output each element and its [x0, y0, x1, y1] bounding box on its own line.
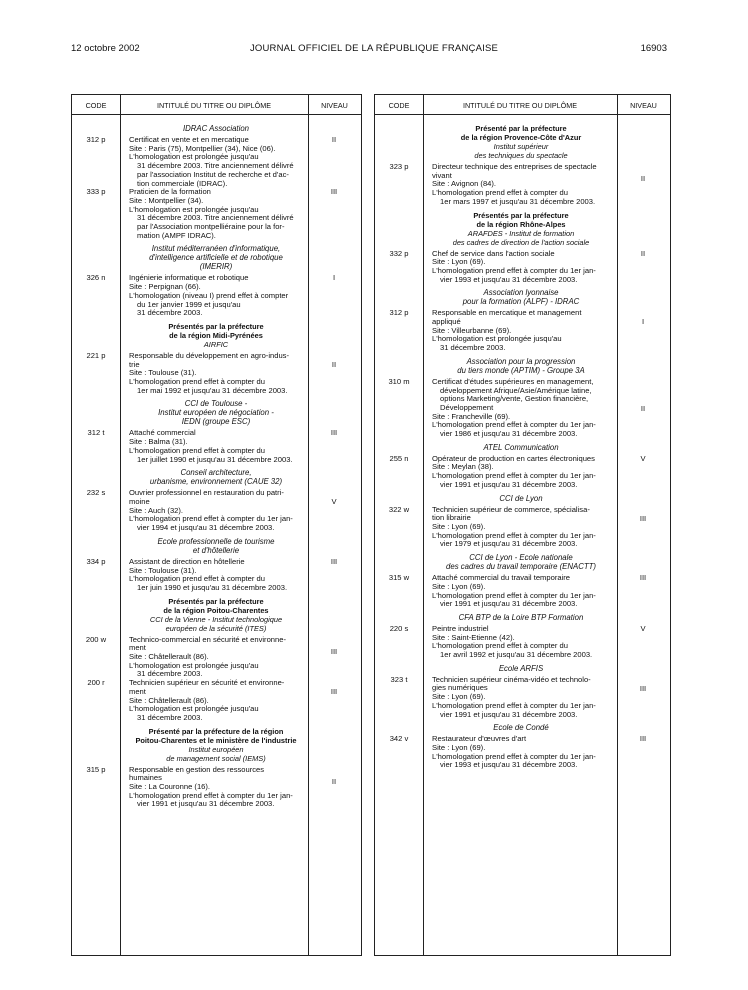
heading-line: de la région Rhône-Alpes [476, 219, 566, 229]
entry-title: Certificat en vente et en mercatique [129, 135, 249, 144]
section-heading: Ecole ARFIS [498, 663, 544, 673]
diploma-entry [72, 429, 361, 464]
entry-detail: Site : Lyon (69). [432, 521, 486, 531]
entry-code: 334 p [86, 556, 106, 566]
entry-title: Attaché commercial [129, 428, 196, 438]
heading-line: Présentés par la préfecture [168, 596, 264, 606]
heading-line: Conseil architecture, [180, 468, 252, 478]
entry-detail: Site : Lyon (69). [432, 257, 486, 267]
entry-level: III [639, 683, 647, 693]
entry-title: tion librairie [432, 513, 471, 523]
heading-line: des techniques du spectacle [474, 151, 568, 160]
entry-level: II [640, 174, 646, 183]
entry-detail: du 1er janvier 1999 et jusqu'au [137, 299, 241, 309]
heading-line: du tiers monde (APTIM) - Groupe 3A [457, 365, 585, 375]
entry-detail: L'homologation est prolongée jusqu'au [129, 660, 259, 670]
column-title: INTITULÉ DU TITRE OU DIPLÔME [156, 101, 272, 110]
entry-title: appliqué [432, 317, 461, 327]
entry-detail: 1er juillet 1990 et jusqu'au 31 décembre 2003. [137, 454, 293, 464]
entry-detail: Site : Montpellier (34). [129, 195, 204, 205]
entry-code: 255 n [389, 453, 409, 463]
heading-line: européen de la sécurité (ITES) [165, 623, 267, 633]
heading-line: des cadres du travail temporaire (ENACTT) [446, 562, 596, 572]
entry-code: 323 t [390, 674, 408, 684]
entry-detail: Site : Meylan (38). [432, 462, 494, 472]
entry-code: 322 w [388, 504, 410, 514]
entry-detail: vier 1993 et jusqu'au 31 décembre 2003. [440, 274, 578, 284]
section-heading [129, 322, 303, 349]
entry-detail: Site : Francheville (69). [432, 411, 511, 421]
heading-line: IEDN (groupe ESC) [181, 417, 251, 427]
entry-title: Assistant de direction en hôtellerie [129, 556, 245, 566]
entry-title: vivant [432, 170, 452, 180]
entry-title: Opérateur de production en cartes électroniques [432, 453, 595, 463]
entry-title: Certificat d'études supérieures en management, [432, 376, 594, 386]
heading-line: Poitou-Charentes et le ministère de l'industrie [135, 735, 297, 745]
entry-detail: L'homologation prend effet à compter du 1er jan- [432, 471, 596, 481]
entry-code: 232 s [86, 488, 106, 498]
entry-detail: L'homologation prend effet à compter du [432, 188, 568, 198]
entry-level: III [330, 428, 338, 438]
entry-detail: Site : Paris (75), Montpellier (34), Nice (06). [129, 143, 276, 153]
entry-detail: tion commerciale (IDRAC). [137, 178, 228, 188]
column-code: CODE [85, 101, 107, 110]
diploma-entry [72, 188, 361, 240]
entry-detail: mation (AMPF IDRAC). [137, 230, 216, 240]
entry-level: V [331, 497, 337, 507]
entry-detail: L'homologation prend effet à compter du 1er jan- [432, 700, 596, 710]
entry-detail: Site : Toulouse (31). [129, 368, 197, 378]
entry-detail: Site : Saint-Etienne (42). [432, 632, 515, 642]
diploma-entry [375, 506, 670, 550]
left-rows [72, 120, 361, 809]
entry-detail: vier 1986 et jusqu'au 31 décembre 2003. [440, 429, 578, 439]
entry-title: Peintre industriel [432, 623, 489, 633]
entry-code: 200 w [85, 634, 107, 644]
heading-line: de la région Provence-Côte d'Azur [460, 133, 582, 142]
heading-line: pour la formation (ALPF) - IDRAC [462, 297, 580, 307]
right-rows [375, 120, 670, 770]
diploma-entry [72, 352, 361, 396]
entry-code: 323 p [389, 162, 409, 171]
entry-level: II [331, 359, 337, 369]
entry-detail: Site : La Couronne (16). [129, 782, 211, 792]
entry-title: Ouvrier professionnel en restauration du patri- [129, 488, 284, 498]
entry-title: options Marketing/vente, Gestion financière, [440, 394, 589, 404]
entry-detail: L'homologation prend effet à compter du 1er jan- [129, 514, 293, 524]
section-heading [432, 553, 610, 571]
heading-line: Institut supérieur [493, 142, 549, 151]
entry-detail: Site : Perpignan (66). [129, 282, 201, 292]
entry-level: III [330, 187, 338, 197]
section-heading [432, 124, 610, 160]
section-heading: IDRAC Association [182, 124, 249, 133]
entry-detail: L'homologation prend effet à compter du 1er jan- [432, 751, 596, 761]
heading-line: de la région Midi-Pyrénées [169, 330, 263, 340]
entry-title: ment [129, 643, 146, 653]
entry-detail: 31 décembre 2003. Titre anciennement délivré [137, 213, 294, 223]
diploma-entry [72, 766, 361, 810]
section-heading: CFA BTP de la Loire BTP Formation [458, 612, 584, 622]
heading-line: CCI de la Vienne - Institut technologique [149, 614, 283, 624]
entry-detail: vier 1991 et jusqu'au 31 décembre 2003. [440, 479, 578, 489]
entry-title: Responsable en mercatique et management [432, 308, 582, 318]
diploma-entry [375, 574, 670, 609]
heading-line: CCI de Lyon - Ecole nationale [469, 553, 573, 563]
section-heading [432, 211, 610, 247]
entry-detail: L'homologation prend effet à compter du 1er jan- [129, 790, 293, 800]
section-heading: ATEL Communication [483, 442, 559, 452]
entry-detail: Site : Balma (31). [129, 437, 188, 447]
entry-detail: L'homologation est prolongée jusqu'au [129, 704, 259, 714]
entry-title: Ingénierie informatique et robotique [129, 273, 249, 283]
diploma-entry [375, 455, 670, 490]
entry-detail: L'homologation prend effet à compter du [129, 445, 265, 455]
entry-level: V [640, 623, 646, 633]
entry-detail: 31 décembre 2003. Titre anciennement délivré [137, 161, 294, 171]
entry-detail: vier 1979 et jusqu'au 31 décembre 2003. [440, 539, 578, 549]
entry-title: Restaurateur d'œuvres d'art [432, 734, 527, 744]
heading-line: Association lyonnaise [483, 288, 559, 298]
column-title: INTITULÉ DU TITRE OU DIPLÔME [462, 101, 578, 110]
entry-detail: vier 1994 et jusqu'au 31 décembre 2003. [137, 523, 275, 533]
entry-detail: 1er mars 1997 et jusqu'au 31 décembre 2003. [440, 196, 596, 206]
entry-detail: L'homologation prend effet à compter du [129, 574, 265, 584]
entry-level: I [641, 317, 645, 327]
entry-detail: L'homologation prend effet à compter du 1er jan- [432, 420, 596, 430]
entry-title: Technicien supérieur cinéma-vidéo et technolo- [432, 674, 591, 684]
entry-code: 342 v [389, 734, 409, 744]
diploma-entry [375, 735, 670, 770]
column-level: NIVEAU [321, 101, 348, 110]
entry-detail: 1er avril 1992 et jusqu'au 31 décembre 2003. [440, 650, 593, 660]
diploma-entry [72, 558, 361, 593]
section-heading [432, 357, 610, 375]
entry-detail: L'homologation prend effet à compter du 1er jan- [432, 530, 596, 540]
entry-level: III [639, 734, 647, 744]
entry-detail: vier 1993 et jusqu'au 31 décembre 2003. [440, 760, 578, 770]
entry-level: II [331, 776, 337, 786]
entry-title: Attaché commercial du travail temporaire [432, 573, 571, 583]
entry-detail: 31 décembre 2003. [137, 712, 203, 722]
heading-line: CCI de Toulouse - [184, 399, 248, 409]
entry-detail: Site : Avignon (84). [432, 179, 497, 189]
entry-level: III [330, 556, 338, 566]
entry-detail: Site : Toulouse (31). [129, 565, 197, 575]
entry-code: 326 n [86, 273, 106, 283]
entry-detail: 31 décembre 2003. [137, 308, 203, 318]
entry-level: III [330, 687, 338, 697]
diploma-entry [72, 136, 361, 188]
heading-line: Présenté par la préfecture [475, 124, 567, 133]
entry-detail: par l'Association montpelliéraine pour la for- [137, 222, 285, 232]
entry-title: développement Afrique/Asie/Amérique latine, [440, 385, 592, 395]
entry-code: 312 p [389, 308, 409, 318]
entry-title: Responsable en gestion des ressources [129, 764, 265, 774]
entry-code: 220 s [389, 623, 409, 633]
heading-line: AIRFIC [203, 339, 229, 349]
entry-title: trie [129, 359, 140, 369]
entry-detail: L'homologation prend effet à compter du [432, 641, 568, 651]
entry-detail: Site : Châtellerault (86). [129, 652, 209, 662]
entry-detail: Site : Auch (32). [129, 505, 184, 515]
entry-detail: L'homologation est prolongée jusqu'au [129, 152, 259, 162]
section-heading [129, 727, 303, 763]
heading-line: Institut européen [188, 744, 244, 754]
entry-title: Directeur technique des entreprises de spectacle [432, 162, 597, 171]
entry-code: 312 t [87, 428, 105, 438]
entry-detail: par l'association Institut de recherche et d'ac- [137, 169, 289, 179]
diploma-entry [375, 676, 670, 720]
entry-level: III [639, 513, 647, 523]
heading-line: Présentés par la préfecture [168, 321, 264, 331]
heading-line: Présenté par la préfecture de la région [148, 726, 284, 736]
entry-level: III [330, 646, 338, 656]
column-level: NIVEAU [630, 101, 657, 110]
entry-detail: vier 1991 et jusqu'au 31 décembre 2003. [137, 799, 275, 809]
heading-line: urbanisme, environnement (CAUE 32) [149, 477, 283, 487]
right-table-header [375, 95, 670, 115]
entry-title: ment [129, 686, 146, 696]
heading-line: des cadres de direction de l'action sociale [452, 237, 590, 247]
entry-code: 221 p [86, 350, 106, 360]
diploma-entry [375, 378, 670, 439]
section-heading: Ecole de Condé [493, 723, 549, 733]
entry-detail: L'homologation prend effet à compter du 1er jan- [432, 590, 596, 600]
entry-detail: L'homologation est prolongée jusqu'au [129, 204, 259, 214]
entry-title: Praticien de la formation [129, 187, 211, 197]
entry-detail: L'homologation prend effet à compter du [129, 377, 265, 387]
entry-detail: 1er juin 1990 et jusqu'au 31 décembre 2003. [137, 582, 288, 592]
header-date: 12 octobre 2002 [71, 43, 140, 54]
heading-line: (IMERIR) [199, 262, 233, 272]
heading-line: et d'hôtellerie [192, 545, 240, 555]
diploma-entry [375, 250, 670, 285]
heading-line: de management social (IEMS) [166, 753, 266, 763]
heading-line: ARAFDES - Institut de formation [467, 228, 575, 238]
entry-title: Technicien supérieur en sécurité et environne- [129, 678, 285, 688]
section-heading [129, 597, 303, 633]
heading-line: Institut méditerranéen d'informatique, [151, 244, 281, 254]
left-table-header [72, 95, 361, 115]
entry-detail: vier 1991 et jusqu'au 31 décembre 2003. [440, 709, 578, 719]
entry-level: II [640, 403, 646, 413]
entry-detail: L'homologation prend effet à compter du 1er jan- [432, 265, 596, 275]
entry-detail: L'homologation (niveau I) prend effet à compter [129, 290, 289, 300]
entry-level: II [331, 135, 337, 144]
entry-code: 312 p [86, 135, 106, 144]
entry-title: Développement [440, 402, 494, 412]
entry-title: moine [129, 496, 150, 506]
entry-title: Chef de service dans l'action sociale [432, 248, 555, 258]
entry-detail: 31 décembre 2003. [137, 669, 203, 679]
entry-detail: Site : Lyon (69). [432, 692, 486, 702]
left-table [71, 94, 362, 956]
entry-detail: 1er mai 1992 et jusqu'au 31 décembre 2003. [137, 385, 288, 395]
entry-level: I [332, 273, 336, 283]
entry-level: V [640, 453, 646, 463]
entry-title: Technico-commercial en sécurité et environne- [129, 634, 287, 644]
section-heading [129, 244, 303, 271]
heading-line: Présentés par la préfecture [473, 210, 569, 220]
entry-title: Responsable du développement en agro-indus- [129, 350, 289, 360]
entry-code: 310 m [388, 376, 410, 386]
page-number: 16903 [640, 43, 667, 54]
section-heading [129, 537, 303, 555]
heading-line: Institut européen de négociation - [158, 408, 274, 418]
entry-title: Technicien supérieur de commerce, spécialisa- [432, 504, 590, 514]
entry-detail: vier 1991 et jusqu'au 31 décembre 2003. [440, 599, 578, 609]
entry-code: 315 w [388, 573, 410, 583]
section-heading [129, 399, 303, 426]
entry-level: II [640, 248, 646, 258]
entry-detail: Site : Lyon (69). [432, 581, 486, 591]
entry-code: 200 r [87, 678, 105, 688]
entry-title: humaines [129, 773, 162, 783]
heading-line: d'intelligence artificielle et de robotique [149, 253, 283, 263]
diploma-entry [375, 625, 670, 660]
diploma-entry [72, 274, 361, 318]
entry-detail: Site : Lyon (69). [432, 742, 486, 752]
entry-code: 333 p [86, 187, 106, 197]
entry-code: 315 p [86, 764, 106, 774]
section-heading [129, 468, 303, 486]
entry-detail: Site : Villeurbanne (69). [432, 325, 512, 335]
entry-detail: Site : Châtellerault (86). [129, 695, 209, 705]
heading-line: Association pour la progression [466, 356, 576, 366]
entry-detail: 31 décembre 2003. [440, 343, 506, 353]
diploma-entry [375, 309, 670, 353]
heading-line: de la région Poitou-Charentes [163, 605, 269, 615]
heading-line: Ecole professionnelle de tourisme [157, 536, 275, 546]
entry-level: III [639, 573, 647, 583]
section-heading: CCI de Lyon [499, 493, 543, 503]
section-heading [432, 288, 610, 306]
right-table [374, 94, 671, 956]
diploma-entry [72, 489, 361, 533]
column-code: CODE [388, 101, 410, 110]
diploma-entry [375, 163, 670, 207]
entry-detail: L'homologation est prolongée jusqu'au [432, 334, 562, 344]
diploma-entry [72, 636, 361, 680]
diploma-entry [72, 679, 361, 723]
entry-title: gies numériques [432, 683, 488, 693]
entry-code: 332 p [389, 248, 409, 258]
journal-title: JOURNAL OFFICIEL DE LA RÉPUBLIQUE FRANÇAISE [249, 43, 499, 54]
